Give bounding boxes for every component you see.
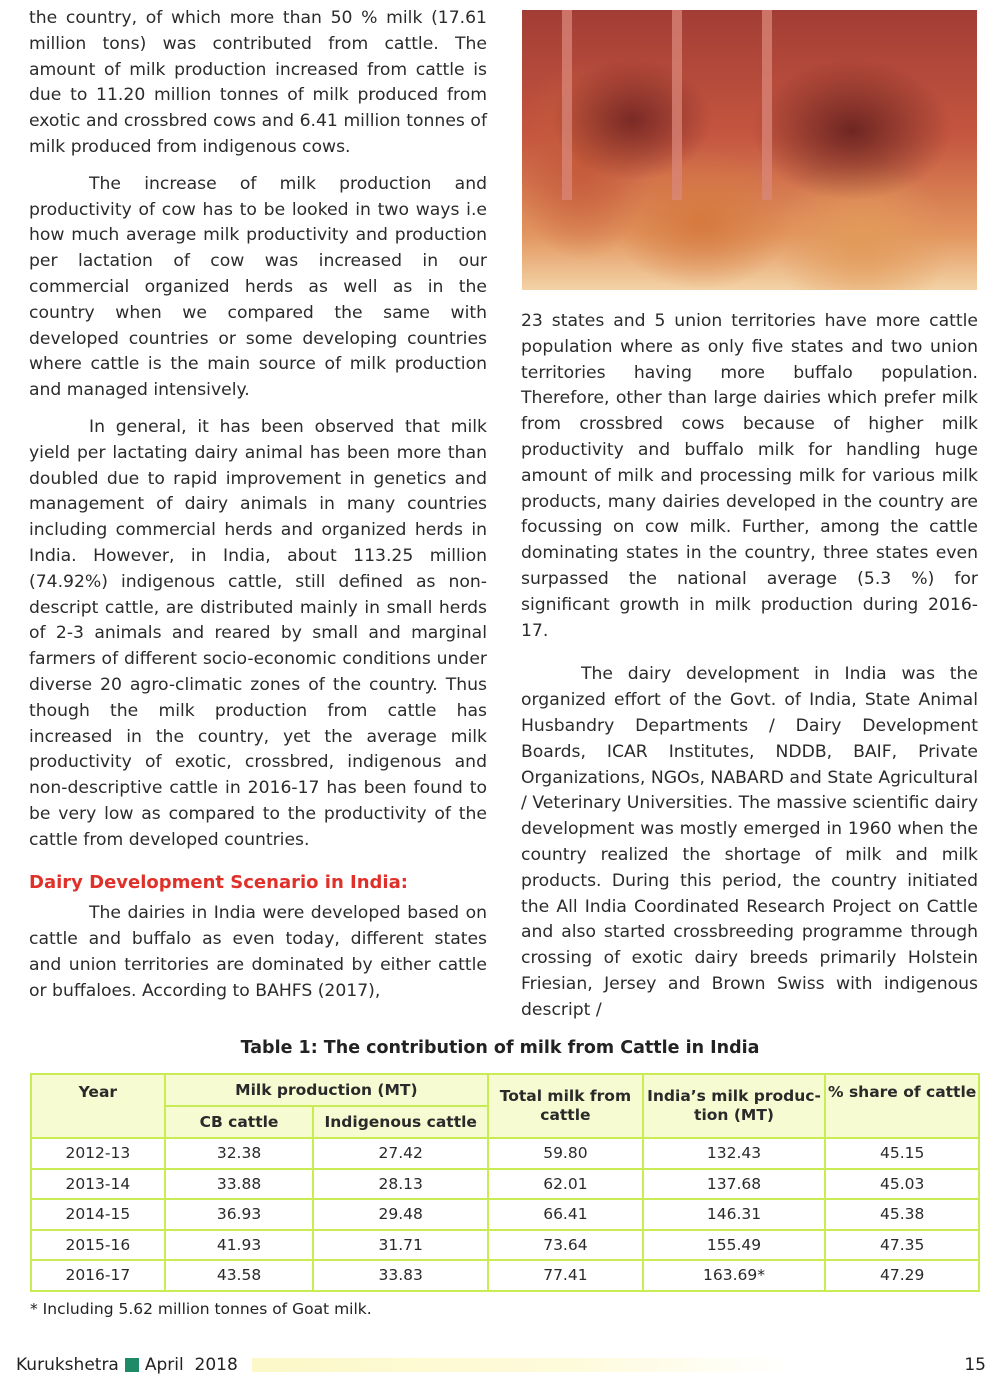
header-share: % share of cattle <box>825 1074 979 1138</box>
paragraph: The increase of milk production and productivity of cow has to be looked in two ways i.e how much average milk productivity and production per lactation of cow was increased in our commercial organized herds as well as in the country when we compared the same with developed countries or some developing countries where cattle is the main source of milk production and managed intensively. <box>29 173 487 401</box>
cell-india: 137.68 <box>643 1169 826 1200</box>
header-milk-production: Milk production (MT) <box>165 1074 488 1106</box>
cell-year: 2015-16 <box>31 1230 165 1261</box>
cell-cb: 32.38 <box>165 1138 314 1169</box>
cell-year: 2016-17 <box>31 1260 165 1291</box>
table-row <box>31 1260 979 1291</box>
paragraph: the country, of which more than 50 % milk (17.61 million tons) was contributed from cattle. The amount of milk production increased from cattle is due to 11.20 million tonnes of milk produced from exotic and crossbred cows and 6.41 million tonnes of milk produced from indigenous cows. <box>29 8 487 157</box>
cell-year: 2014-15 <box>31 1199 165 1230</box>
cell-share: 47.29 <box>825 1260 979 1291</box>
table-row <box>31 1169 979 1200</box>
cell-india: 163.69* <box>643 1260 826 1291</box>
cell-share: 45.38 <box>825 1199 979 1230</box>
header-cb-cattle: CB cattle <box>165 1106 314 1138</box>
cattle-photo <box>522 10 977 290</box>
right-column <box>521 309 978 1035</box>
cell-total: 59.80 <box>488 1138 643 1169</box>
photo-detail <box>562 10 572 200</box>
cell-total: 62.01 <box>488 1169 643 1200</box>
cell-india: 155.49 <box>643 1230 826 1261</box>
table-row <box>31 1199 979 1230</box>
issue-date: April 2018 <box>144 1355 238 1375</box>
cell-indigenous: 28.13 <box>313 1169 488 1200</box>
magazine-name: Kurukshetra <box>16 1355 119 1375</box>
cell-india: 132.43 <box>643 1138 826 1169</box>
cell-cb: 41.93 <box>165 1230 314 1261</box>
header-year: Year <box>31 1074 165 1138</box>
section-heading: Dairy Development Scenario in India: <box>29 871 408 893</box>
header-indigenous-cattle: Indigenous cattle <box>313 1106 488 1138</box>
cell-share: 47.35 <box>825 1230 979 1261</box>
cell-cb: 36.93 <box>165 1199 314 1230</box>
milk-contribution-table <box>30 1073 980 1292</box>
page-number: 15 <box>964 1355 986 1375</box>
cell-indigenous: 27.42 <box>313 1138 488 1169</box>
cell-total: 66.41 <box>488 1199 643 1230</box>
header-total-from-cattle: Total milk from cattle <box>488 1074 643 1138</box>
cell-indigenous: 31.71 <box>313 1230 488 1261</box>
cell-year: 2013-14 <box>31 1169 165 1200</box>
photo-detail <box>672 10 682 200</box>
cell-year: 2012-13 <box>31 1138 165 1169</box>
header-india-production: India’s milk produc-tion (MT) <box>643 1074 826 1138</box>
cell-cb: 33.88 <box>165 1169 314 1200</box>
page-footer <box>16 1355 986 1375</box>
cell-india: 146.31 <box>643 1199 826 1230</box>
cell-indigenous: 33.83 <box>313 1260 488 1291</box>
left-column <box>29 6 487 1015</box>
table-footnote: * Including 5.62 million tonnes of Goat milk. <box>30 1300 372 1318</box>
paragraph: The dairy development in India was the organized effort of the Govt. of India, State Animal Husbandry Departments / Dairy Development Boards, ICAR Institutes, NDDB, BAIF, Private Organizations, NGOs, NABARD and State Agricultural / Veterinary Universities. The massive scientific dairy development was mostly emerged in 1960 when the country realized the shortage of milk and milk products. During this period, the country initiated the All India Coordinated Research Project on Cattle and also started crossbreeding programme through crossing of exotic dairy breeds primarily Holstein Friesian, Jersey and Brown Swiss with indigenous descript / <box>521 664 978 1020</box>
photo-detail <box>762 10 772 200</box>
table-row <box>31 1230 979 1261</box>
cell-share: 45.15 <box>825 1138 979 1169</box>
paragraph: The dairies in India were developed based on cattle and buffalo as even today, different states and union territories are dominated by either cattle or buffaloes. According to BAHFS (2017), <box>29 903 487 1001</box>
cell-total: 77.41 <box>488 1260 643 1291</box>
cell-total: 73.64 <box>488 1230 643 1261</box>
paragraph: In general, it has been observed that milk yield per lactating dairy animal has been more than doubled due to rapid improvement in genetics and management of dairy animals in many countries including commercial herds and organized herds in India. However, in India, about 113.25 million (74.92%) indigenous cattle, still defined as non-descript cattle, are distributed mainly in small herds of 2-3 animals and reared by small and marginal farmers of different socio-economic conditions under diverse 20 agro-climatic zones of the country. Thus though the milk production from cattle has increased in the country, yet the average milk productivity of exotic, crossbred, indigenous and non-descriptive cattle in 2016-17 has been found to be very low as compared to the productivity of the cattle from developed countries. <box>29 416 487 850</box>
cell-cb: 43.58 <box>165 1260 314 1291</box>
square-bullet-icon <box>125 1358 139 1372</box>
table-row <box>31 1138 979 1169</box>
table-caption: Table 1: The contribution of milk from Cattle in India <box>240 1038 760 1058</box>
cell-share: 45.03 <box>825 1169 979 1200</box>
footer-decorative-bar <box>252 1358 792 1372</box>
cell-indigenous: 29.48 <box>313 1199 488 1230</box>
paragraph: 23 states and 5 union territories have more cattle population where as only five states and two union territories having more buffalo population. Therefore, other than large dairies which prefer milk from crossbred cows because of higher milk productivity and buffalo milk for handling huge amount of milk and processing milk for various milk products, many dairies developed in the country are focussing on cow milk. Further, among the cattle dominating states in the country, three states even surpassed the national average (5.3 %) for significant growth in milk production during 2016-17. <box>521 311 978 641</box>
